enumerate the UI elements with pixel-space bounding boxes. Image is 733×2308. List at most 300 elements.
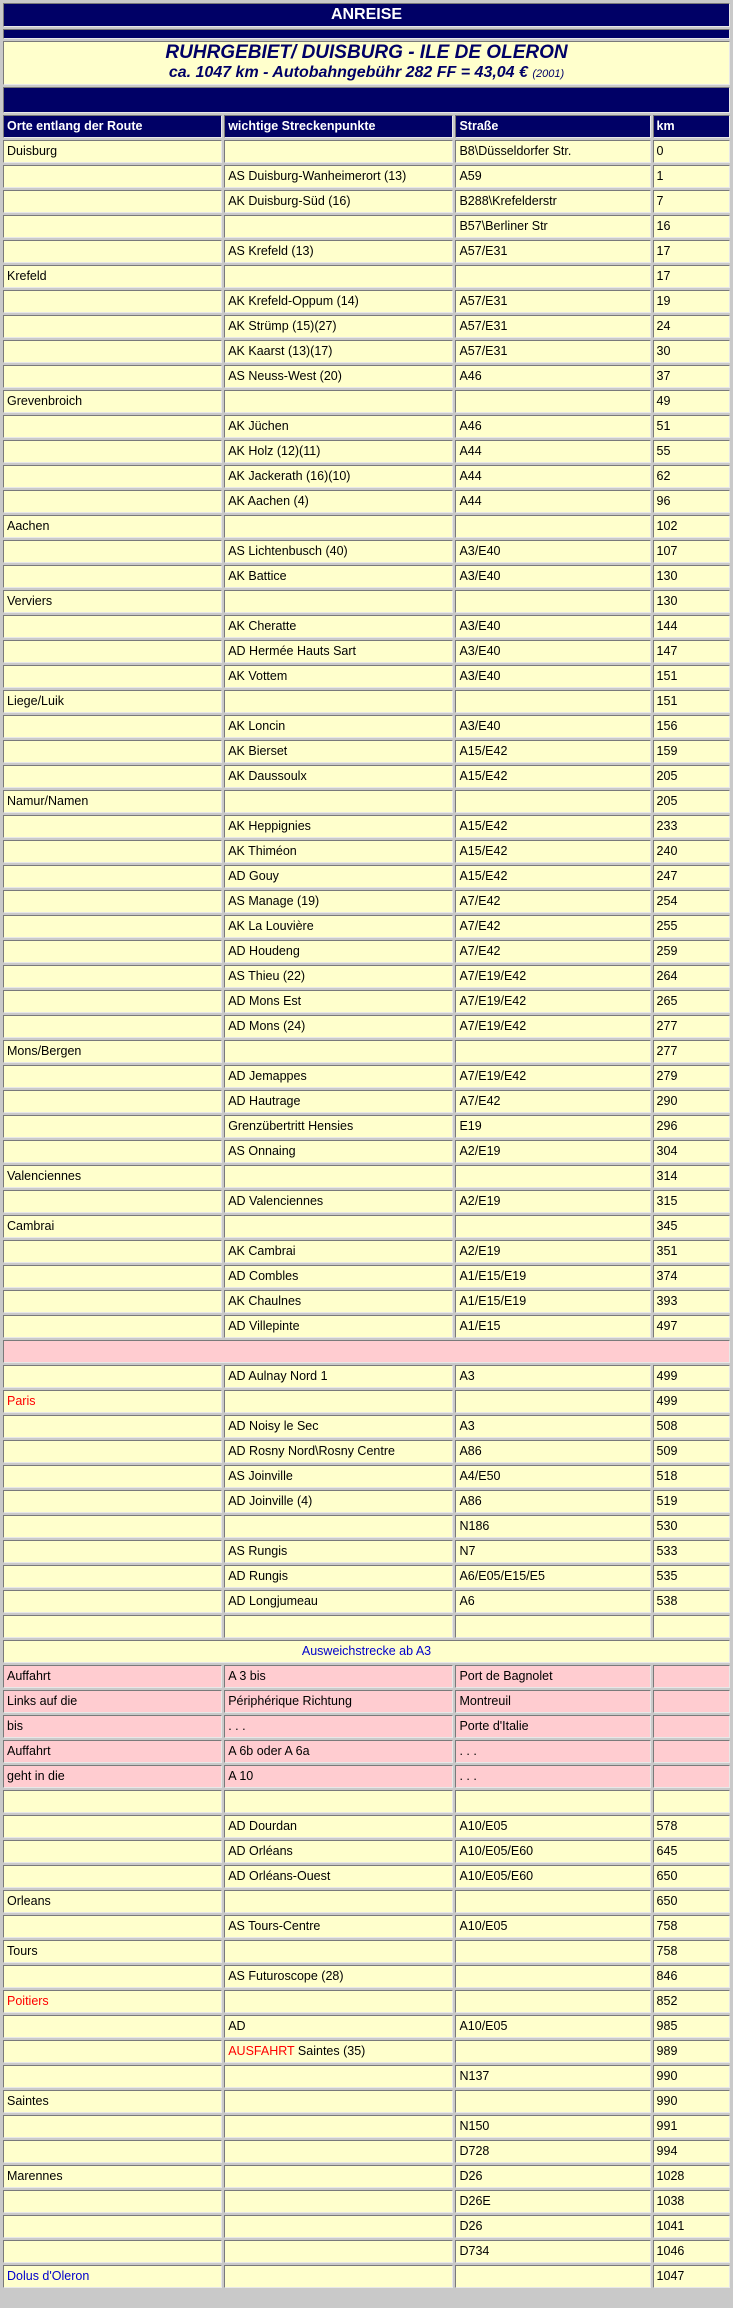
strasse-cell: A7/E42 — [455, 915, 650, 938]
punkt-cell — [224, 1990, 453, 2013]
strasse-cell: A10/E05 — [455, 1915, 650, 1938]
route-table — [1, 1, 732, 2290]
punkt-cell: AS Krefeld (13) — [224, 240, 453, 263]
ort-cell — [3, 1265, 222, 1288]
punkt-cell: AS Neuss-West (20) — [224, 365, 453, 388]
table-row — [3, 1515, 730, 1538]
title-box-row — [3, 41, 730, 85]
ort-cell: Poitiers — [3, 1990, 222, 2013]
strasse-cell: A1/E15/E19 — [455, 1290, 650, 1313]
strasse-cell — [455, 1790, 650, 1813]
km-cell: 650 — [653, 1865, 730, 1888]
ort-cell: Grevenbroich — [3, 390, 222, 413]
strasse-cell: A15/E42 — [455, 840, 650, 863]
ort-cell — [3, 2115, 222, 2138]
km-cell: 990 — [653, 2090, 730, 2113]
ort-cell: Auffahrt — [3, 1665, 222, 1688]
ort-cell — [3, 290, 222, 313]
punkt-cell: AK La Louvière — [224, 915, 453, 938]
km-cell: 508 — [653, 1415, 730, 1438]
title-box — [3, 41, 730, 85]
km-cell: 240 — [653, 840, 730, 863]
punkt-cell: AS Tours-Centre — [224, 1915, 453, 1938]
ort-cell — [3, 1465, 222, 1488]
ort-cell — [3, 1240, 222, 1263]
strasse-cell — [455, 515, 650, 538]
punkt-cell: AK Krefeld-Oppum (14) — [224, 290, 453, 313]
table-row — [3, 1365, 730, 1388]
ort-cell — [3, 365, 222, 388]
km-cell: 130 — [653, 565, 730, 588]
table-row — [3, 465, 730, 488]
strasse-cell: A44 — [455, 465, 650, 488]
km-cell: 1 — [653, 165, 730, 188]
table-row — [3, 240, 730, 263]
ort-cell — [3, 1490, 222, 1513]
km-cell — [653, 1615, 730, 1638]
ort-cell — [3, 2240, 222, 2263]
table-row — [3, 1665, 730, 1688]
punkt-cell: AD Jemappes — [224, 1065, 453, 1088]
exit-name: Saintes (35) — [297, 2044, 366, 2058]
km-cell: 351 — [653, 1240, 730, 1263]
strasse-cell: A46 — [455, 365, 650, 388]
km-cell: 645 — [653, 1840, 730, 1863]
strasse-cell: A10/E05/E60 — [455, 1840, 650, 1863]
divider-bar — [3, 87, 730, 113]
strasse-cell: N7 — [455, 1540, 650, 1563]
strasse-cell — [455, 1890, 650, 1913]
route-table-body — [3, 3, 730, 2288]
punkt-cell: AK Thiméon — [224, 840, 453, 863]
ort-cell — [3, 2215, 222, 2238]
km-cell: 758 — [653, 1915, 730, 1938]
punkt-cell — [224, 2265, 453, 2288]
table-row — [3, 1040, 730, 1063]
km-cell — [653, 1690, 730, 1713]
strasse-cell: A86 — [455, 1490, 650, 1513]
table-row — [3, 665, 730, 688]
ort-cell: Cambrai — [3, 1215, 222, 1238]
ort-cell: Auffahrt — [3, 1740, 222, 1763]
table-row — [3, 2040, 730, 2063]
table-row — [3, 1765, 730, 1788]
strasse-cell: A3/E40 — [455, 640, 650, 663]
strasse-cell: D728 — [455, 2140, 650, 2163]
ort-cell — [3, 965, 222, 988]
strasse-cell: A7/E42 — [455, 890, 650, 913]
km-cell: 259 — [653, 940, 730, 963]
strasse-cell: A3/E40 — [455, 715, 650, 738]
strasse-cell — [455, 1165, 650, 1188]
strasse-cell: A15/E42 — [455, 740, 650, 763]
km-cell: 497 — [653, 1315, 730, 1338]
strasse-cell: A6 — [455, 1590, 650, 1613]
table-row — [3, 1065, 730, 1088]
column-header-ort: Orte entlang der Route — [3, 115, 222, 138]
punkt-cell: . . . — [224, 1715, 453, 1738]
punkt-cell — [224, 590, 453, 613]
ort-cell — [3, 890, 222, 913]
divider-bar — [3, 29, 730, 39]
ort-cell — [3, 715, 222, 738]
punkt-cell: AS Futuroscope (28) — [224, 1965, 453, 1988]
punkt-cell: AD Orléans — [224, 1840, 453, 1863]
ort-cell — [3, 215, 222, 238]
ort-cell — [3, 1140, 222, 1163]
strasse-cell: A15/E42 — [455, 865, 650, 888]
table-row — [3, 1215, 730, 1238]
punkt-cell: AD Rungis — [224, 1565, 453, 1588]
km-cell: 315 — [653, 1190, 730, 1213]
strasse-cell: A3 — [455, 1415, 650, 1438]
table-row — [3, 1990, 730, 2013]
strasse-cell — [455, 2090, 650, 2113]
punkt-cell: AD Houdeng — [224, 940, 453, 963]
punkt-cell — [224, 1390, 453, 1413]
km-cell: 264 — [653, 965, 730, 988]
punkt-cell: AK Kaarst (13)(17) — [224, 340, 453, 363]
table-row — [3, 1490, 730, 1513]
table-row — [3, 1240, 730, 1263]
km-cell: 107 — [653, 540, 730, 563]
table-row — [3, 390, 730, 413]
punkt-cell: Périphérique Richtung — [224, 1690, 453, 1713]
ort-cell: Krefeld — [3, 265, 222, 288]
km-cell: 55 — [653, 440, 730, 463]
ort-cell — [3, 440, 222, 463]
ort-cell — [3, 1440, 222, 1463]
table-row — [3, 165, 730, 188]
km-cell: 24 — [653, 315, 730, 338]
ort-cell: geht in die — [3, 1765, 222, 1788]
strasse-cell: A7/E42 — [455, 940, 650, 963]
km-cell: 30 — [653, 340, 730, 363]
punkt-cell: AS Thieu (22) — [224, 965, 453, 988]
punkt-cell — [224, 1165, 453, 1188]
table-row — [3, 365, 730, 388]
ort-cell: Dolus d'Oleron — [3, 2265, 222, 2288]
ort-cell — [3, 1590, 222, 1613]
table-row — [3, 1740, 730, 1763]
table-row — [3, 965, 730, 988]
table-row — [3, 1140, 730, 1163]
punkt-cell: AK Strümp (15)(27) — [224, 315, 453, 338]
ort-cell — [3, 1065, 222, 1088]
ort-cell: Duisburg — [3, 140, 222, 163]
km-cell: 37 — [653, 365, 730, 388]
km-cell: 393 — [653, 1290, 730, 1313]
punkt-cell: AS Manage (19) — [224, 890, 453, 913]
km-cell — [653, 1665, 730, 1688]
table-row — [3, 1840, 730, 1863]
table-row — [3, 1440, 730, 1463]
table-row — [3, 190, 730, 213]
punkt-cell: AK Duisburg-Süd (16) — [224, 190, 453, 213]
table-row — [3, 1815, 730, 1838]
table-row — [3, 1615, 730, 1638]
km-cell: 1041 — [653, 2215, 730, 2238]
ort-cell: Marennes — [3, 2165, 222, 2188]
strasse-cell: Porte d'Italie — [455, 1715, 650, 1738]
strasse-cell — [455, 790, 650, 813]
km-cell: 102 — [653, 515, 730, 538]
km-cell: 304 — [653, 1140, 730, 1163]
km-cell: 852 — [653, 1990, 730, 2013]
km-cell: 51 — [653, 415, 730, 438]
ort-cell — [3, 1615, 222, 1638]
table-row — [3, 1865, 730, 1888]
table-row — [3, 590, 730, 613]
strasse-cell: A6/E05/E15/E5 — [455, 1565, 650, 1588]
km-cell: 518 — [653, 1465, 730, 1488]
km-cell: 156 — [653, 715, 730, 738]
table-row — [3, 1165, 730, 1188]
table-row — [3, 1890, 730, 1913]
table-row — [3, 865, 730, 888]
strasse-cell — [455, 1215, 650, 1238]
strasse-cell: D26 — [455, 2215, 650, 2238]
punkt-cell — [224, 2165, 453, 2188]
punkt-cell: AK Battice — [224, 565, 453, 588]
table-row — [3, 1590, 730, 1613]
separator-row — [3, 1340, 730, 1363]
ort-cell — [3, 2065, 222, 2088]
ort-cell — [3, 2015, 222, 2038]
route-subtitle — [7, 63, 726, 84]
punkt-cell: AK Loncin — [224, 715, 453, 738]
km-cell: 538 — [653, 1590, 730, 1613]
punkt-cell: AK Daussoulx — [224, 765, 453, 788]
strasse-cell: A3/E40 — [455, 665, 650, 688]
punkt-cell: AK Jackerath (16)(10) — [224, 465, 453, 488]
table-row — [3, 1465, 730, 1488]
punkt-cell: AD Rosny Nord\Rosny Centre — [224, 1440, 453, 1463]
punkt-cell: A 10 — [224, 1765, 453, 1788]
strasse-cell: Montreuil — [455, 1690, 650, 1713]
strasse-cell — [455, 1615, 650, 1638]
ort-cell — [3, 1865, 222, 1888]
strasse-cell — [455, 1965, 650, 1988]
ort-cell — [3, 1290, 222, 1313]
km-cell: 49 — [653, 390, 730, 413]
strasse-cell: N150 — [455, 2115, 650, 2138]
strasse-cell: A7/E19/E42 — [455, 990, 650, 1013]
km-cell: 96 — [653, 490, 730, 513]
punkt-cell: A 6b oder A 6a — [224, 1740, 453, 1763]
punkt-cell — [224, 2190, 453, 2213]
punkt-cell: AS Joinville — [224, 1465, 453, 1488]
punkt-cell: AD Combles — [224, 1265, 453, 1288]
km-cell: 374 — [653, 1265, 730, 1288]
ort-cell — [3, 2040, 222, 2063]
ort-cell: Orleans — [3, 1890, 222, 1913]
punkt-cell: AD Dourdan — [224, 1815, 453, 1838]
punkt-cell — [224, 1215, 453, 1238]
table-row — [3, 765, 730, 788]
strasse-cell: E19 — [455, 1115, 650, 1138]
punkt-cell — [224, 265, 453, 288]
punkt-cell: AD Valenciennes — [224, 1190, 453, 1213]
table-row — [3, 615, 730, 638]
km-cell: 296 — [653, 1115, 730, 1138]
km-cell: 205 — [653, 765, 730, 788]
strasse-cell: A7/E42 — [455, 1090, 650, 1113]
table-row — [3, 415, 730, 438]
table-row — [3, 1415, 730, 1438]
ort-cell — [3, 540, 222, 563]
strasse-cell: A46 — [455, 415, 650, 438]
punkt-cell — [224, 1040, 453, 1063]
table-row — [3, 790, 730, 813]
punkt-cell: Grenzübertritt Hensies — [224, 1115, 453, 1138]
km-cell: 254 — [653, 890, 730, 913]
table-row — [3, 990, 730, 1013]
table-row — [3, 1690, 730, 1713]
banner-row — [3, 3, 730, 27]
ort-cell — [3, 840, 222, 863]
strasse-cell: A10/E05/E60 — [455, 1865, 650, 1888]
km-cell: 265 — [653, 990, 730, 1013]
km-cell: 159 — [653, 740, 730, 763]
punkt-cell: AD Joinville (4) — [224, 1490, 453, 1513]
route-subtitle-text: ca. 1047 km - Autobahngebühr 282 FF = 43,04 € — [168, 63, 528, 81]
strasse-cell: A44 — [455, 490, 650, 513]
ort-cell — [3, 1015, 222, 1038]
km-cell: 144 — [653, 615, 730, 638]
punkt-cell — [224, 2040, 453, 2063]
km-cell: 990 — [653, 2065, 730, 2088]
strasse-cell — [455, 1990, 650, 2013]
punkt-cell: AD Noisy le Sec — [224, 1415, 453, 1438]
km-cell: 17 — [653, 265, 730, 288]
ort-cell — [3, 1115, 222, 1138]
strasse-cell: D26 — [455, 2165, 650, 2188]
punkt-cell: AK Vottem — [224, 665, 453, 688]
punkt-cell — [224, 790, 453, 813]
table-row — [3, 215, 730, 238]
km-cell: 345 — [653, 1215, 730, 1238]
ort-cell — [3, 1365, 222, 1388]
km-cell: 279 — [653, 1065, 730, 1088]
punkt-cell — [224, 2240, 453, 2263]
ort-cell — [3, 465, 222, 488]
strasse-cell: A57/E31 — [455, 240, 650, 263]
table-row — [3, 2115, 730, 2138]
km-cell: 151 — [653, 690, 730, 713]
punkt-cell — [224, 1890, 453, 1913]
km-cell: 989 — [653, 2040, 730, 2063]
table-row — [3, 2165, 730, 2188]
strasse-cell — [455, 265, 650, 288]
punkt-cell: AD Villepinte — [224, 1315, 453, 1338]
punkt-cell: AS Onnaing — [224, 1140, 453, 1163]
strasse-cell: B8\Düsseldorfer Str. — [455, 140, 650, 163]
ort-cell — [3, 1790, 222, 1813]
strasse-cell: . . . — [455, 1740, 650, 1763]
punkt-cell: AK Cambrai — [224, 1240, 453, 1263]
punkt-cell — [224, 1940, 453, 1963]
punkt-cell: AD Aulnay Nord 1 — [224, 1365, 453, 1388]
exit-label: AUSFAHRT — [228, 2044, 295, 2058]
km-cell: 16 — [653, 215, 730, 238]
table-row — [3, 1540, 730, 1563]
punkt-cell: A 3 bis — [224, 1665, 453, 1688]
km-cell — [653, 1715, 730, 1738]
punkt-cell: AK Cheratte — [224, 615, 453, 638]
strasse-cell — [455, 2040, 650, 2063]
table-row — [3, 640, 730, 663]
ort-cell: bis — [3, 1715, 222, 1738]
km-cell — [653, 1740, 730, 1763]
table-row — [3, 540, 730, 563]
ort-cell: Valenciennes — [3, 1165, 222, 1188]
strasse-cell: Port de Bagnolet — [455, 1665, 650, 1688]
km-cell: 17 — [653, 240, 730, 263]
km-cell: 758 — [653, 1940, 730, 1963]
strasse-cell: B57\Berliner Str — [455, 215, 650, 238]
strasse-cell: A2/E19 — [455, 1190, 650, 1213]
table-row — [3, 940, 730, 963]
ort-cell — [3, 1965, 222, 1988]
table-row — [3, 815, 730, 838]
strasse-cell: A4/E50 — [455, 1465, 650, 1488]
km-cell: 0 — [653, 140, 730, 163]
ort-cell: Paris — [3, 1390, 222, 1413]
ort-cell — [3, 990, 222, 1013]
strasse-cell: A15/E42 — [455, 765, 650, 788]
km-cell — [653, 1765, 730, 1788]
km-cell: 290 — [653, 1090, 730, 1113]
km-cell: 499 — [653, 1390, 730, 1413]
table-row — [3, 340, 730, 363]
ort-cell — [3, 765, 222, 788]
table-row — [3, 565, 730, 588]
strasse-cell: A44 — [455, 440, 650, 463]
table-row — [3, 2240, 730, 2263]
route-title: RUHRGEBIET/ DUISBURG - ILE DE OLERON — [165, 41, 568, 63]
punkt-cell: AK Bierset — [224, 740, 453, 763]
strasse-cell — [455, 2265, 650, 2288]
table-row — [3, 1090, 730, 1113]
strasse-cell: N186 — [455, 1515, 650, 1538]
km-cell: 205 — [653, 790, 730, 813]
km-cell: 994 — [653, 2140, 730, 2163]
km-cell: 533 — [653, 1540, 730, 1563]
km-cell: 277 — [653, 1040, 730, 1063]
punkt-cell: AS Duisburg-Wanheimerort (13) — [224, 165, 453, 188]
punkt-cell — [224, 1515, 453, 1538]
km-cell: 151 — [653, 665, 730, 688]
table-row — [3, 840, 730, 863]
km-cell: 509 — [653, 1440, 730, 1463]
km-cell: 991 — [653, 2115, 730, 2138]
table-row — [3, 2215, 730, 2238]
column-header-km: km — [653, 115, 730, 138]
table-row — [3, 290, 730, 313]
punkt-cell: AD Gouy — [224, 865, 453, 888]
ort-cell: Mons/Bergen — [3, 1040, 222, 1063]
ort-cell — [3, 915, 222, 938]
punkt-cell — [224, 2090, 453, 2113]
ort-cell — [3, 1315, 222, 1338]
table-row — [3, 1390, 730, 1413]
punkt-cell — [224, 2115, 453, 2138]
punkt-cell: AD Longjumeau — [224, 1590, 453, 1613]
table-row — [3, 1940, 730, 1963]
ort-cell: Saintes — [3, 2090, 222, 2113]
punkt-cell — [224, 1615, 453, 1638]
